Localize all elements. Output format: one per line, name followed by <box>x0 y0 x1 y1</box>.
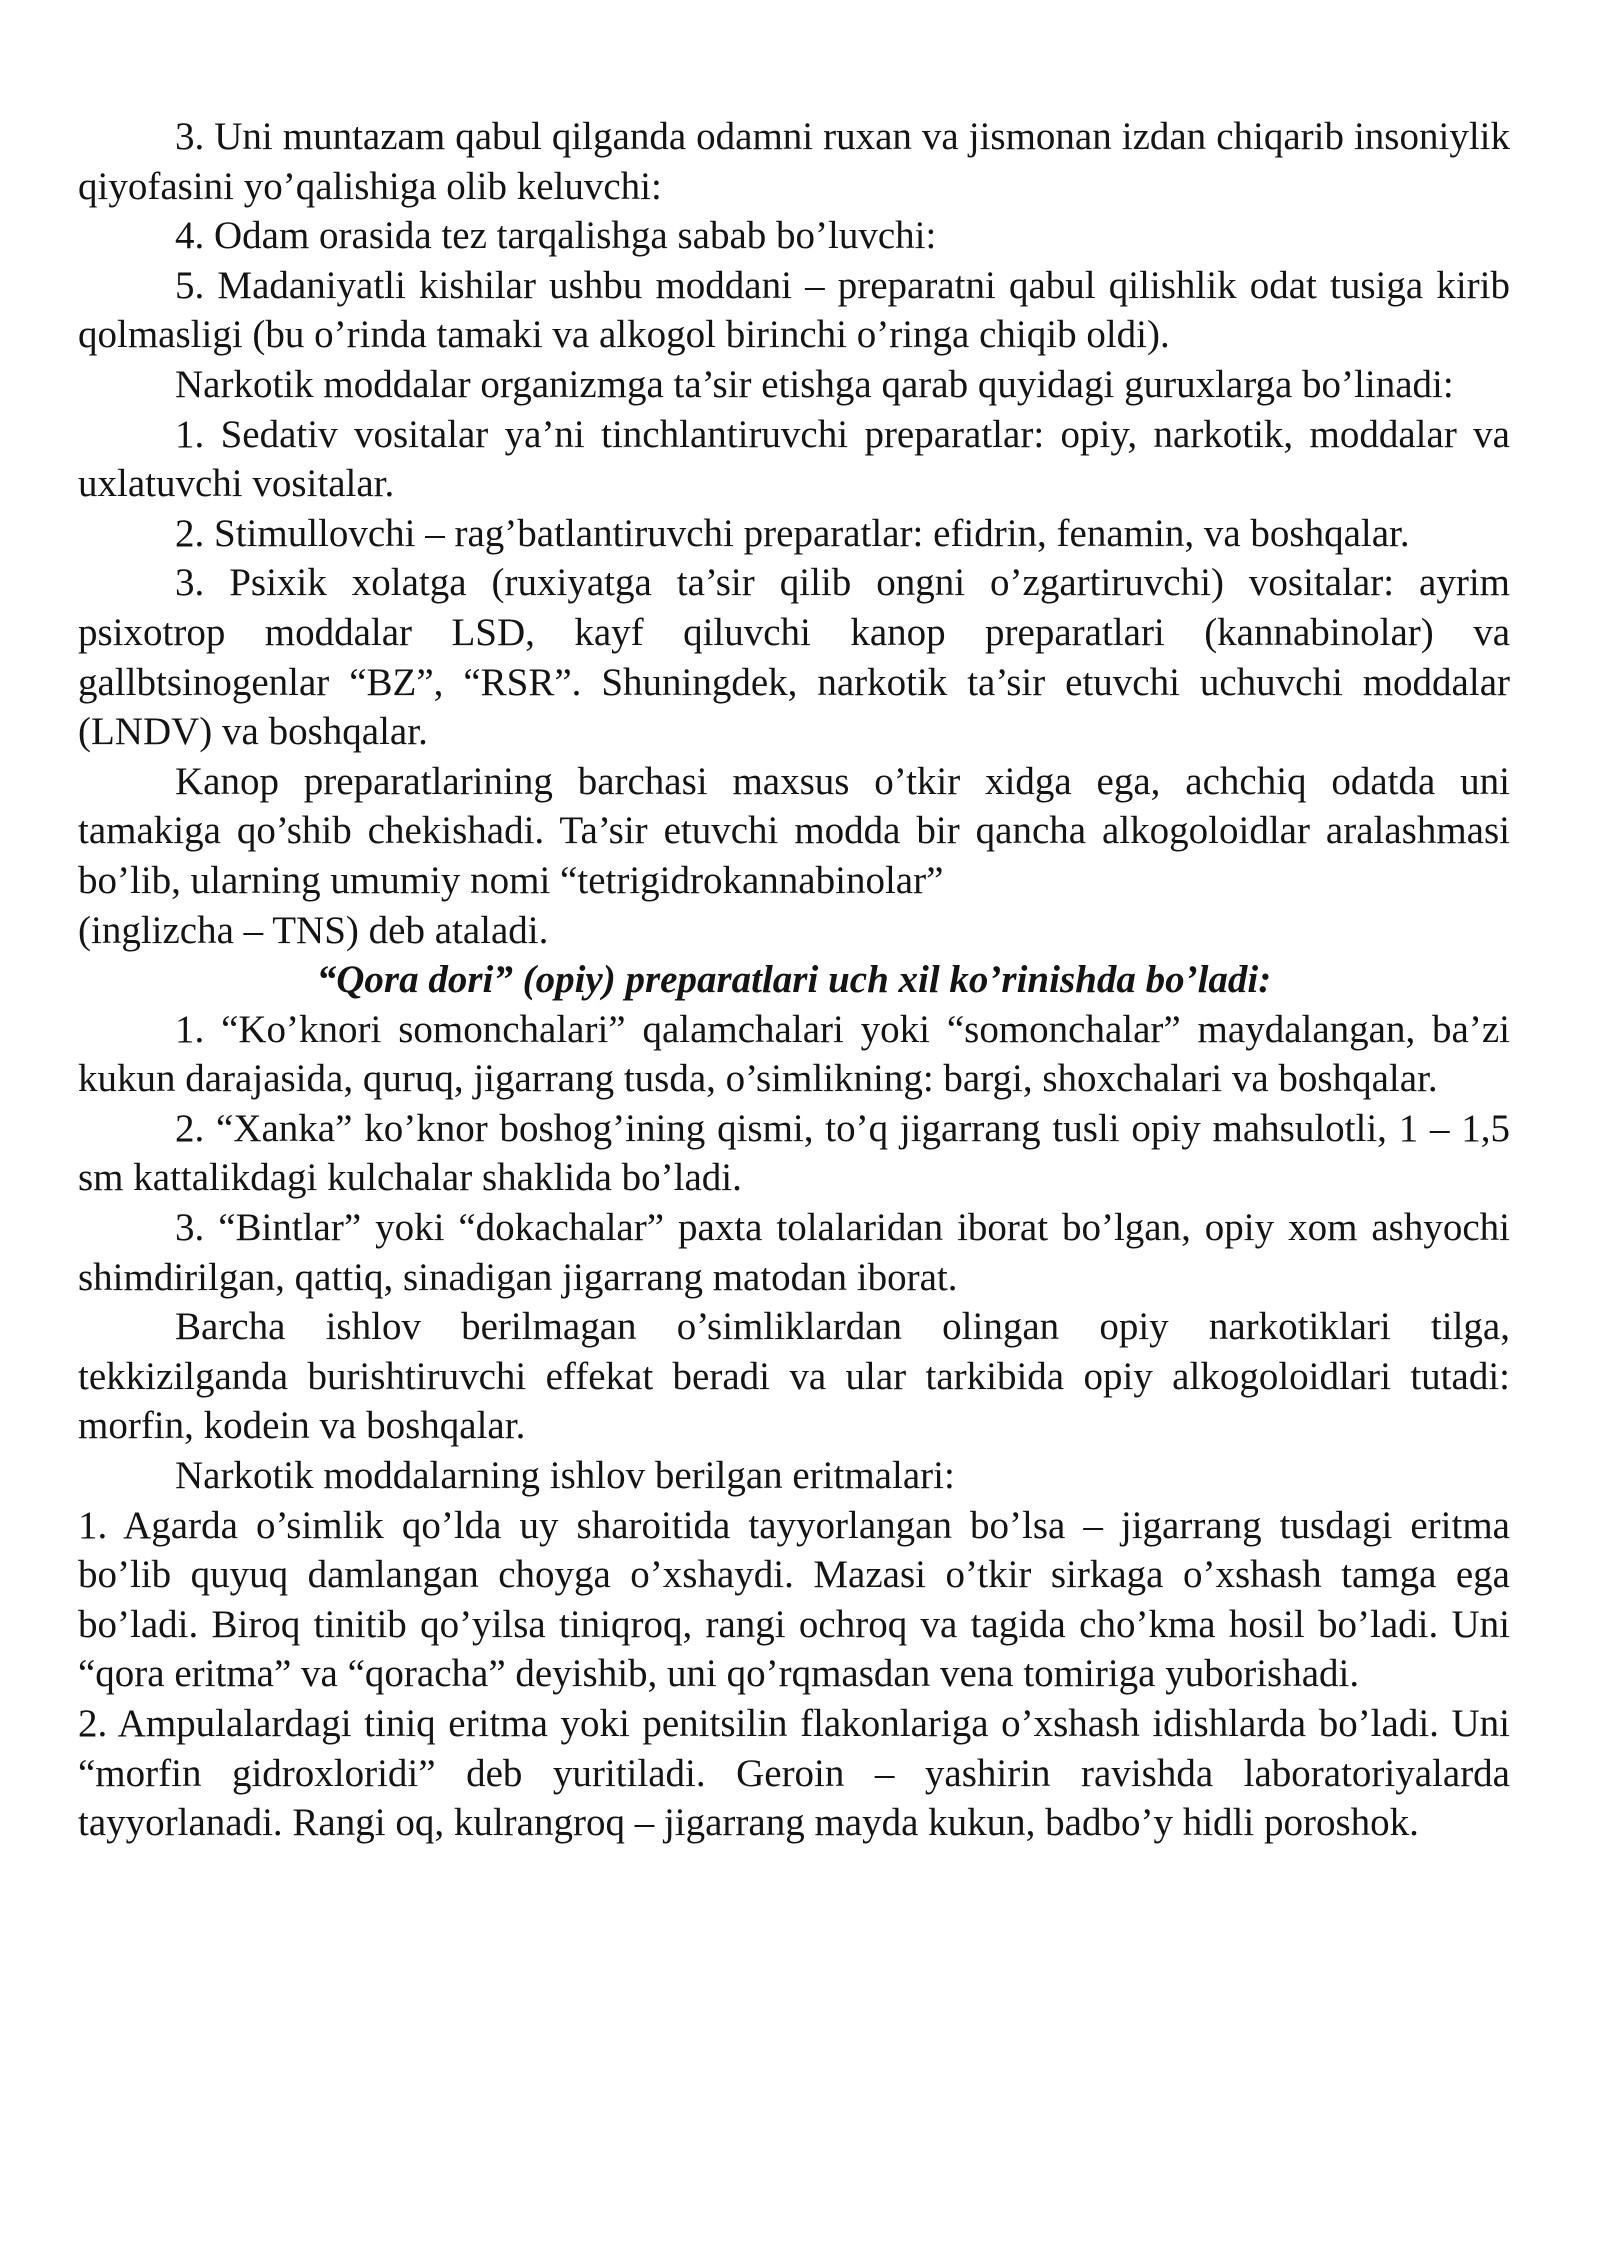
paragraph-opium-form-1: 1. “Ko’knori somonchalari” qalamchalari yoki “somonchalar” maydalangan, ba’zi kukun darajasida, quruq, jigarrang tusda, o’simlikning: bargi, shoxchalari va boshqalar. <box>78 1007 1510 1101</box>
paragraph-sedatives: 1. Sedativ vositalar ya’ni tinchlantiruvchi preparatlar: opiy, narkotik, moddalar va uxlatuvchi vositalar. <box>78 412 1510 506</box>
paragraph-opium-form-2: 2. “Xanka” ko’knor boshog’ining qismi, to’q jigarrang tusli opiy mahsulotli, 1 – 1,5 sm kattalikdagi kulchalar shaklida bo’ladi. <box>78 1106 1510 1200</box>
paragraph-processed-solutions-intro: Narkotik moddalarning ishlov berilgan eritmalari: <box>175 1454 955 1498</box>
paragraph-stimulants: 2. Stimullovchi – rag’batlantiruvchi preparatlar: efidrin, fenamin, va boshqalar. <box>175 511 1410 555</box>
paragraph-classification-intro: Narkotik moddalar organizmga ta’sir etishga qarab quyidagi guruxlarga bo’linadi: <box>175 362 1454 406</box>
paragraph-opium-form-3: 3. “Bintlar” yoki “dokachalar” paxta tolalaridan iborat bo’lgan, opiy xom ashyochi shimdirilgan, qattiq, sinadigan jigarrang matodan iborat. <box>78 1206 1510 1299</box>
paragraph-item-5: 5. Madaniyatli kishilar ushbu moddani – preparatni qabul qilishlik odat tusiga kirib qolmasligi (bu o’rinda tamaki va alkogol birinchi o’ringa chiqib oldi). <box>78 263 1510 357</box>
section-heading-opium: “Qora dori” (opiy) preparatlari uch xil ko’rinishda bo’ladi: <box>316 958 1272 1002</box>
paragraph-item-4: 4. Odam orasida tez tarqalishga sabab bo’luvchi: <box>175 214 937 258</box>
paragraph-solution-1: 1. Agarda o’simlik qo’lda uy sharoitida tayyorlangan bo’lsa – jigarrang tusdagi eritma bo’lib quyuq damlangan choyga o’xshaydi. Mazasi o’tkir sirkaga o’xshash tamga ega bo’ladi. Biroq tinitib qo’yilsa tiniqroq, rangi ochroq va tagida cho’kma hosil bo’ladi. Uni “qora eritma” va “qoracha” deyishib, uni qo’rqmasdan vena tomiriga yuborishadi. <box>78 1503 1510 1696</box>
paragraph-cannabis-continuation: (inglizcha – TNS) deb ataladi. <box>78 908 549 952</box>
document-page <box>78 112 1510 1848</box>
paragraph-psychoactive: 3. Psixik xolatga (ruxiyatga ta’sir qilib ongni o’zgartiruvchi) vositalar: ayrim psixotrop moddalar LSD, kayf qiluvchi kanop preparatlari (kannabinolar) va gallbtsinogenlar “BZ”, “RSR”. Shuningdek, narkotik ta’sir etuvchi uchuvchi moddalar (LNDV) va boshqalar. <box>78 561 1510 754</box>
paragraph-item-3-continuation: 3. Uni muntazam qabul qilganda odamni ruxan va jismonan izdan chiqarib insoniylik qiyofasini yo’qalishiga olib keluvchi: <box>78 115 1510 208</box>
paragraph-unprocessed-opium: Barcha ishlov berilmagan o’simliklardan olingan opiy narkotiklari tilga, tekkizilganda burishtiruvchi effekat beradi va ular tarkibida opiy alkogoloidlari tutadi: morfin, kodein va boshqalar. <box>78 1305 1510 1448</box>
paragraph-solution-2: 2. Ampulalardagi tiniq eritma yoki penitsilin flakonlariga o’xshash idishlarda bo’ladi. Uni “morfin gidroxloridi” deb yuritiladi. Geroin – yashirin ravishda laboratoriyalarda tayyorlanadi. Rangi oq, kulrangroq – jigarrang mayda kukun, badbo’y hidli poroshok. <box>78 1702 1510 1845</box>
paragraph-cannabis: Kanop preparatlarining barchasi maxsus o’tkir xidga ega, achchiq odatda uni tamakiga qo’shib chekishadi. Ta’sir etuvchi modda bir qancha alkogoloidlar aralashmasi bo’lib, ularning umumiy nomi “tetrigidrokannabinolar” <box>78 759 1510 902</box>
